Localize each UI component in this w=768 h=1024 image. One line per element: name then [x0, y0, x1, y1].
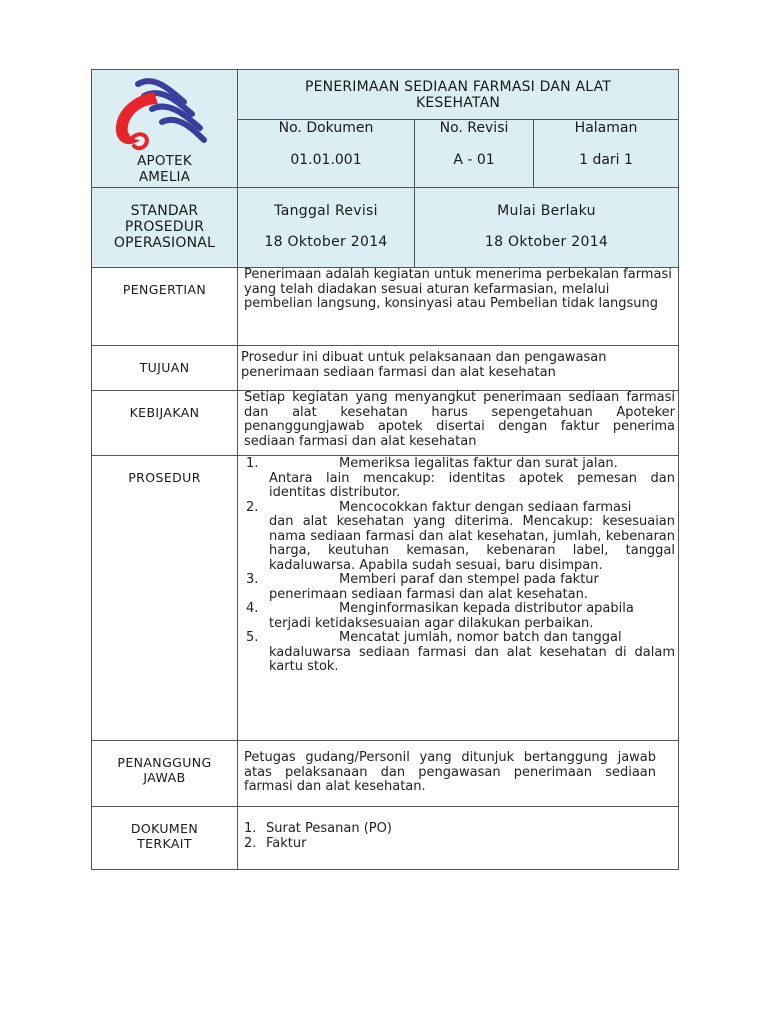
- prosedur-step: 3. Memberi paraf dan stempel pada faktur penerimaan sediaan farmasi dan alat kesehatan.: [246, 572, 599, 602]
- prosedur-step: 5. Mencatat jumlah, nomor batch dan tanggal kadaluwarsa sediaan farmasi dan alat kesehatan di dalam kartu stok.: [246, 630, 676, 674]
- effective-date-value: 18 Oktober 2014: [484, 234, 609, 250]
- revision-date-label: Tanggal Revisi: [274, 203, 378, 219]
- revision-date-value: 18 Oktober 2014: [264, 234, 388, 250]
- document-title: PENERIMAAN SEDIAAN FARMASI DAN ALAT KESEHATAN: [238, 70, 679, 120]
- prosedur-list: [242, 457, 677, 675]
- sop-label: STANDAR PROSEDUR OPERASIONAL: [92, 188, 238, 268]
- effective-date-label: Mulai Berlaku: [497, 203, 596, 219]
- kebijakan-text: Setiap kegiatan yang menyangkut penerimaan sediaan farmasi dan alat kesehatan harus sepengetahuan Apoteker penanggungjawab apotek disertai dengan faktur penerima sediaan farmasi dan alat kesehatan: [238, 391, 679, 456]
- sop-document: [91, 69, 678, 870]
- pengertian-label: PENGERTIAN: [92, 268, 238, 346]
- kebijakan-label: KEBIJAKAN: [92, 391, 238, 456]
- penanggung-jawab-label: PENANGGUNG JAWAB: [92, 741, 238, 807]
- revision-label: No. Revisi: [439, 120, 509, 137]
- revision-value: A - 01: [453, 152, 495, 169]
- dokumen-item: 2. Faktur: [244, 835, 307, 851]
- dokumen-item: 1. Surat Pesanan (PO): [244, 821, 392, 836]
- tujuan-label: TUJUAN: [92, 346, 238, 391]
- apotek-logo-icon: [110, 74, 220, 154]
- org-name: APOTEK AMELIA: [137, 153, 192, 185]
- page-value: 1 dari 1: [579, 152, 633, 169]
- logo-cell: [92, 70, 238, 188]
- doc-number-value: 01.01.001: [290, 152, 362, 169]
- prosedur-step: 2. Mencocokkan faktur dengan sediaan farmasi dan alat kesehatan yang diterima. Mencakup: kesesuaian nama sediaan farmasi dan alat kesehatan, jumlah, kebenaran harga, keutuhan kemasan, kebenaran label, tanggal kadaluwarsa. Apabila sudah sesuai, baru disimpan.: [246, 499, 676, 573]
- page-label: Halaman: [574, 120, 638, 137]
- prosedur-step: 1. Memeriksa legalitas faktur dan surat jalan. Antara lain mencakup: identitas apotek pemesan dan identitas distributor.: [246, 456, 676, 500]
- prosedur-content: [238, 456, 679, 741]
- sop-table: [91, 69, 679, 870]
- page-cell: [534, 120, 679, 188]
- penanggung-jawab-text: Petugas gudang/Personil yang ditunjuk bertanggung jawab atas pelaksanaan dan pengawasan penerimaan sediaan farmasi dan alat kesehatan.: [238, 741, 679, 807]
- prosedur-label: PROSEDUR: [92, 456, 238, 741]
- doc-number-label: No. Dokumen: [278, 120, 374, 137]
- effective-date-cell: [415, 188, 679, 268]
- dokumen-terkait-content: [238, 807, 679, 870]
- pengertian-text: Penerimaan adalah kegiatan untuk menerima perbekalan farmasi yang telah diadakan sesuai aturan kefarmasian, melalui pembelian langsung, konsinyasi atau Pembelian tidak langsung: [238, 268, 679, 346]
- dokumen-terkait-label: DOKUMEN TERKAIT: [92, 807, 238, 870]
- tujuan-text: Prosedur ini dibuat untuk pelaksanaan dan pengawasan penerimaan sediaan farmasi dan alat kesehatan: [238, 346, 679, 391]
- revision-date-cell: [238, 188, 415, 268]
- revision-cell: [415, 120, 534, 188]
- doc-number-cell: [238, 120, 415, 188]
- prosedur-step: 4. Menginformasikan kepada distributor apabila terjadi ketidaksesuaian agar dilakukan perbaikan.: [246, 601, 634, 631]
